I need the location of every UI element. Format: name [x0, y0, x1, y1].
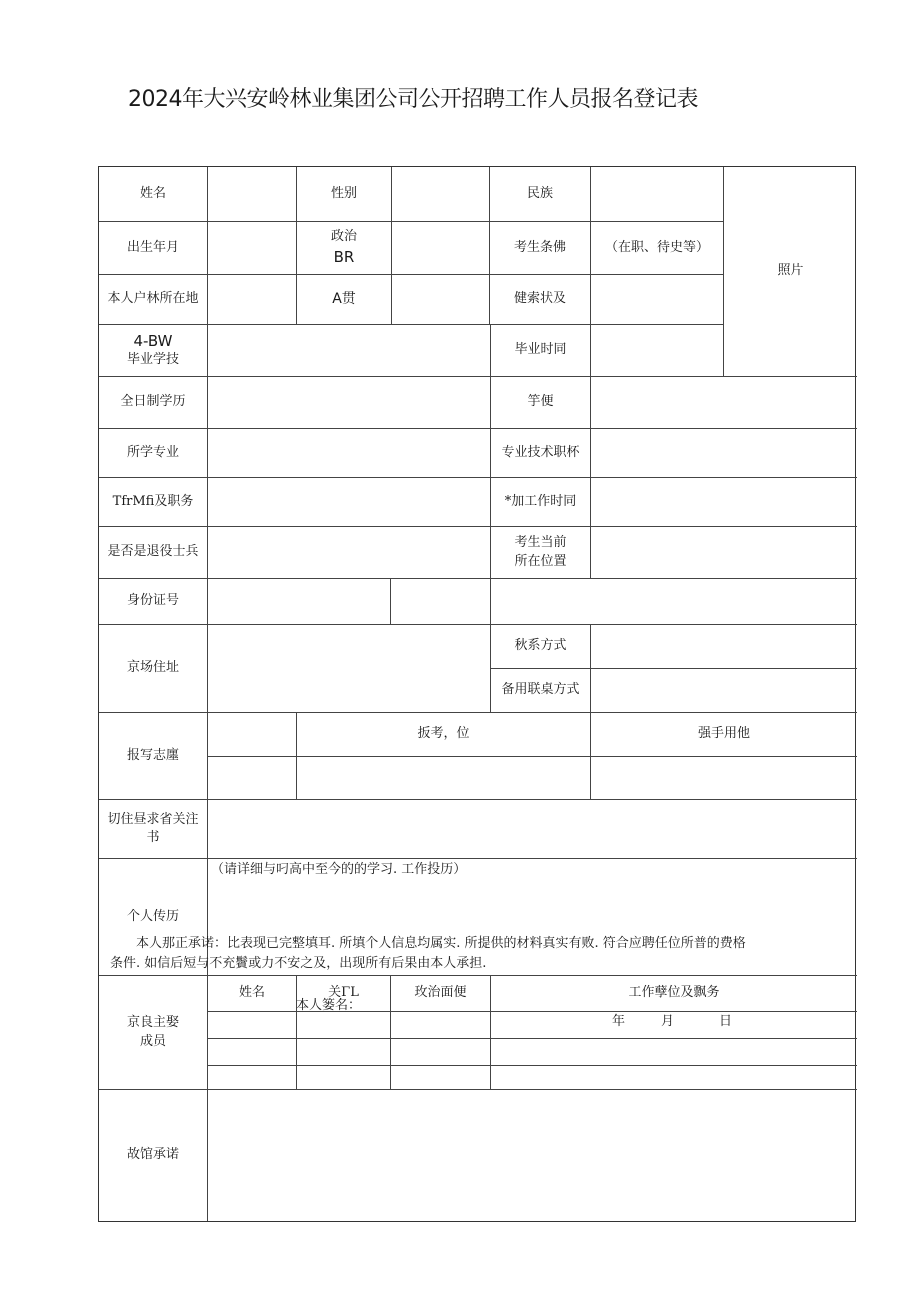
ethnicity-field[interactable]	[591, 167, 724, 222]
candidate-status-hint[interactable]: （在职、待史等）	[591, 222, 724, 275]
form-title: 2024年大兴安岭林业集团公司公开招聘工作人员报名登记表	[128, 87, 698, 112]
label-location-line2: 所在位置	[514, 553, 567, 569]
address-field[interactable]	[208, 625, 491, 713]
label-health: 健索状及	[490, 275, 591, 325]
label-position: 扳考，位	[297, 713, 591, 757]
label-veteran: 是否是退役士兵	[99, 527, 208, 579]
label-application: 报写志廛	[99, 713, 208, 800]
family-header-political: 玫治面便	[391, 976, 491, 1012]
label-political	[297, 222, 392, 275]
id-number-field-2[interactable]	[391, 579, 491, 625]
family-cell[interactable]	[491, 1039, 857, 1066]
label-school-line2: 毕业学技	[126, 351, 179, 367]
label-birth: 出生年月	[99, 222, 208, 275]
accept-other-field[interactable]	[591, 757, 857, 800]
label-family	[99, 976, 208, 1090]
label-hobby-line1: 切住昼求省关注	[107, 812, 199, 828]
family-header-relation: 关ΓL	[297, 976, 391, 1012]
promise-field	[208, 1090, 857, 1221]
label-name: 姓名	[99, 167, 208, 222]
backup-contact-field[interactable]	[591, 669, 857, 713]
family-cell[interactable]	[391, 1066, 491, 1090]
label-address: 京场住址	[99, 625, 208, 713]
photo-box[interactable]: 照片	[724, 167, 857, 377]
veteran-field[interactable]	[208, 527, 491, 579]
promise-text: 本人那正承诺：比表现已完整填耳. 所填个人信息均属实. 所提供的材料真实有败. 符合应聘任位所普的费格条件. 如信后短与不充鬢或力不安之及，出现所有后果由本人承担.	[110, 936, 746, 972]
hobby-field[interactable]	[208, 800, 857, 859]
location-field[interactable]	[591, 527, 857, 579]
label-location	[491, 527, 591, 579]
name-field[interactable]	[208, 167, 297, 222]
political-field[interactable]	[392, 222, 490, 275]
family-cell[interactable]	[208, 1039, 297, 1066]
label-work-unit: TfrMfi及职务	[99, 478, 208, 527]
work-start-field[interactable]	[591, 478, 857, 527]
family-cell[interactable]	[208, 1066, 297, 1090]
fulltime-edu-field[interactable]	[208, 377, 491, 429]
resume-hint: （请详细与叼高中至今的的学习. 工作投历）	[211, 862, 467, 877]
position-field[interactable]	[297, 757, 591, 800]
signature-label: 本人篓名：	[296, 998, 362, 1013]
tech-title-field[interactable]	[591, 429, 857, 478]
work-unit-field[interactable]	[208, 478, 491, 527]
application-blank-2[interactable]	[208, 757, 297, 800]
family-cell[interactable]	[491, 1066, 857, 1090]
label-contact: 秋系方式	[491, 625, 591, 669]
promise-text-block	[110, 934, 756, 974]
label-native-place: A贯	[297, 275, 392, 325]
label-school-line1: 4-BW	[133, 332, 173, 351]
family-cell[interactable]	[391, 1039, 491, 1066]
family-cell[interactable]	[208, 1012, 297, 1039]
id-number-field-3[interactable]	[491, 579, 857, 625]
date-day: 日	[719, 1014, 733, 1029]
label-candidate-status: 考生条佛	[490, 222, 591, 275]
label-major: 所学专业	[99, 429, 208, 478]
label-hukou: 本人户林所在地	[99, 275, 208, 325]
degree-field[interactable]	[591, 377, 857, 429]
label-ethnicity: 民族	[490, 167, 591, 222]
label-family-line2: 成员	[139, 1033, 166, 1049]
label-promise: 故馆承诺	[99, 1090, 208, 1221]
label-work-start: *加工作时同	[491, 478, 591, 527]
school-field[interactable]	[208, 325, 491, 377]
label-fulltime-edu: 全日制学历	[99, 377, 208, 429]
label-tech-title: 专业技术职杯	[491, 429, 591, 478]
label-family-line1: 京良主娶	[126, 1015, 179, 1031]
label-id-number: 身份证号	[99, 579, 208, 625]
label-political-line1: 政治	[330, 228, 357, 244]
major-field[interactable]	[208, 429, 491, 478]
label-hobby	[99, 800, 208, 859]
label-accept-other: 强手用他	[591, 713, 857, 757]
health-field[interactable]	[591, 275, 724, 325]
label-gender: 性别	[297, 167, 392, 222]
label-degree: 竽便	[491, 377, 591, 429]
label-backup-contact: 备用联桌方式	[491, 669, 591, 713]
family-cell[interactable]	[297, 1039, 391, 1066]
gender-field[interactable]	[392, 167, 490, 222]
label-resume: 个人传历	[99, 859, 208, 976]
hukou-field[interactable]	[208, 275, 297, 325]
label-grad-time: 毕业时同	[491, 325, 591, 377]
birth-field[interactable]	[208, 222, 297, 275]
family-header-name: 姓名	[208, 976, 297, 1012]
label-location-line1: 考生当前	[514, 535, 567, 551]
contact-field[interactable]	[591, 625, 857, 669]
family-cell[interactable]	[297, 1012, 391, 1039]
application-blank-1[interactable]	[208, 713, 297, 757]
label-hobby-line2: 书	[146, 830, 160, 845]
native-place-field[interactable]	[392, 275, 490, 325]
family-cell[interactable]	[391, 1012, 491, 1039]
label-political-line2: BR	[333, 247, 355, 266]
family-header-work: 工作孽位及飘务	[491, 976, 857, 1012]
label-school	[99, 325, 208, 377]
id-number-field-1[interactable]	[208, 579, 391, 625]
date-month: 月	[661, 1014, 675, 1029]
grad-time-field[interactable]	[591, 325, 724, 377]
family-cell[interactable]	[297, 1066, 391, 1090]
registration-form	[98, 166, 856, 1222]
date-year: 年	[612, 1014, 626, 1029]
